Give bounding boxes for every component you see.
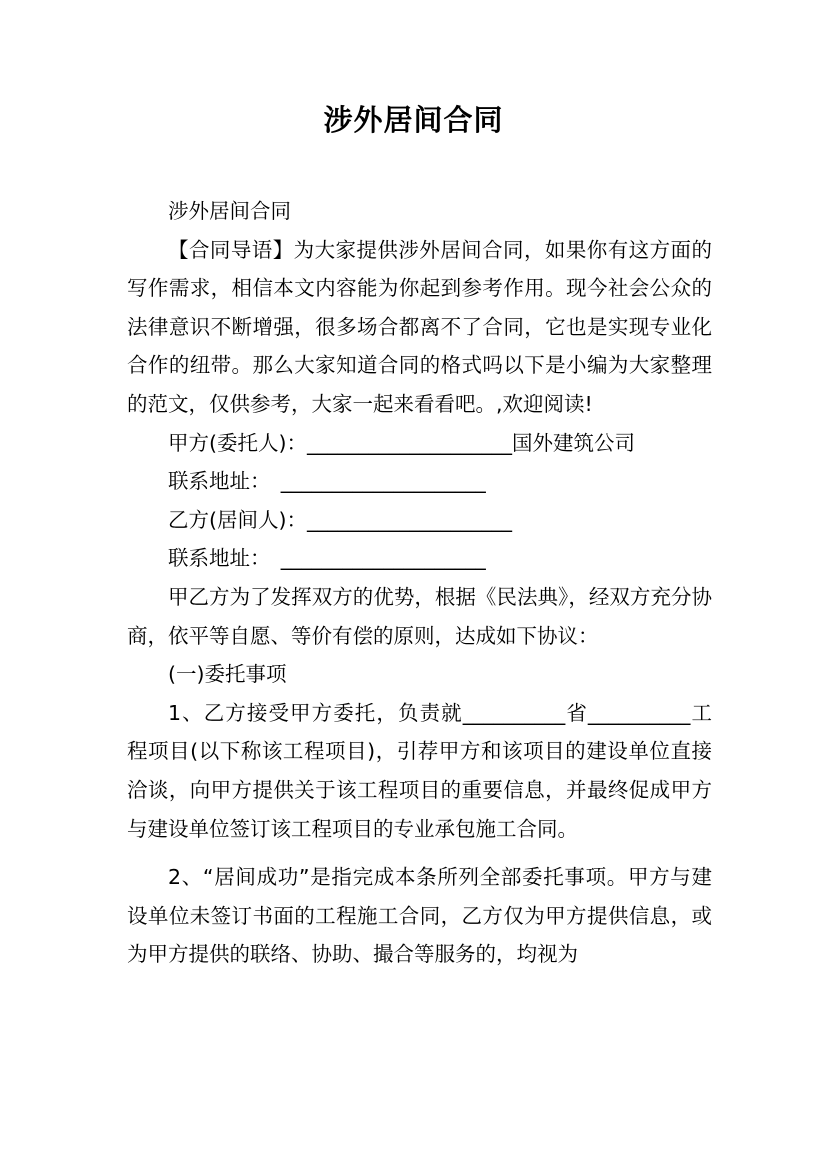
- paragraph-party-a-address: 联系地址： ____________________: [168, 469, 486, 494]
- paragraph-subtitle: 涉外居间合同: [168, 199, 291, 223]
- document-body: [127, 192, 712, 974]
- paragraph-party-b-address: 联系地址： ____________________: [168, 546, 486, 571]
- paragraph-party-b: 乙方(居间人)：____________________: [168, 507, 512, 532]
- section-heading-entrusted-matters: (一)委托事项: [168, 662, 287, 687]
- document-title: 涉外居间合同: [323, 103, 504, 137]
- paragraph-clause-2: 2、“居间成功”是指完成本条所列全部委托事项。甲方与建设单位未签订书面的工程施工合同，乙方仅为甲方提供信息，或为甲方提供的联络、协助、撮合等服务的，均视为: [127, 865, 712, 967]
- paragraph-intro: 【合同导语】为大家提供涉外居间合同，如果你有这方面的写作需求，相信本文内容能为你起到参考作用。现今社会公众的法律意识不断增强，很多场合都离不了合同，它也是实现专业化合作的纽带。那么大家知道合同的格式吗以下是小编为大家整理的范文，仅供参考，大家一起来看看吧。,欢迎阅读!: [127, 237, 712, 416]
- paragraph-party-a: 甲方(委托人)：____________________国外建筑公司: [168, 430, 635, 455]
- paragraph-clause-1: 1、乙方接受甲方委托，负责就__________省__________工程项目(以下称该工程项目)，引荐甲方和该项目的建设单位直接洽谈，向甲方提供关于该工程项目的重要信息，并最终促成甲方与建设单位签订该工程项目的专业承包施工合同。: [127, 700, 712, 841]
- paragraph-preamble: 甲乙方为了发挥双方的优势，根据《民法典》，经双方充分协商，依平等自愿、等价有偿的原则，达成如下协议：: [127, 584, 712, 648]
